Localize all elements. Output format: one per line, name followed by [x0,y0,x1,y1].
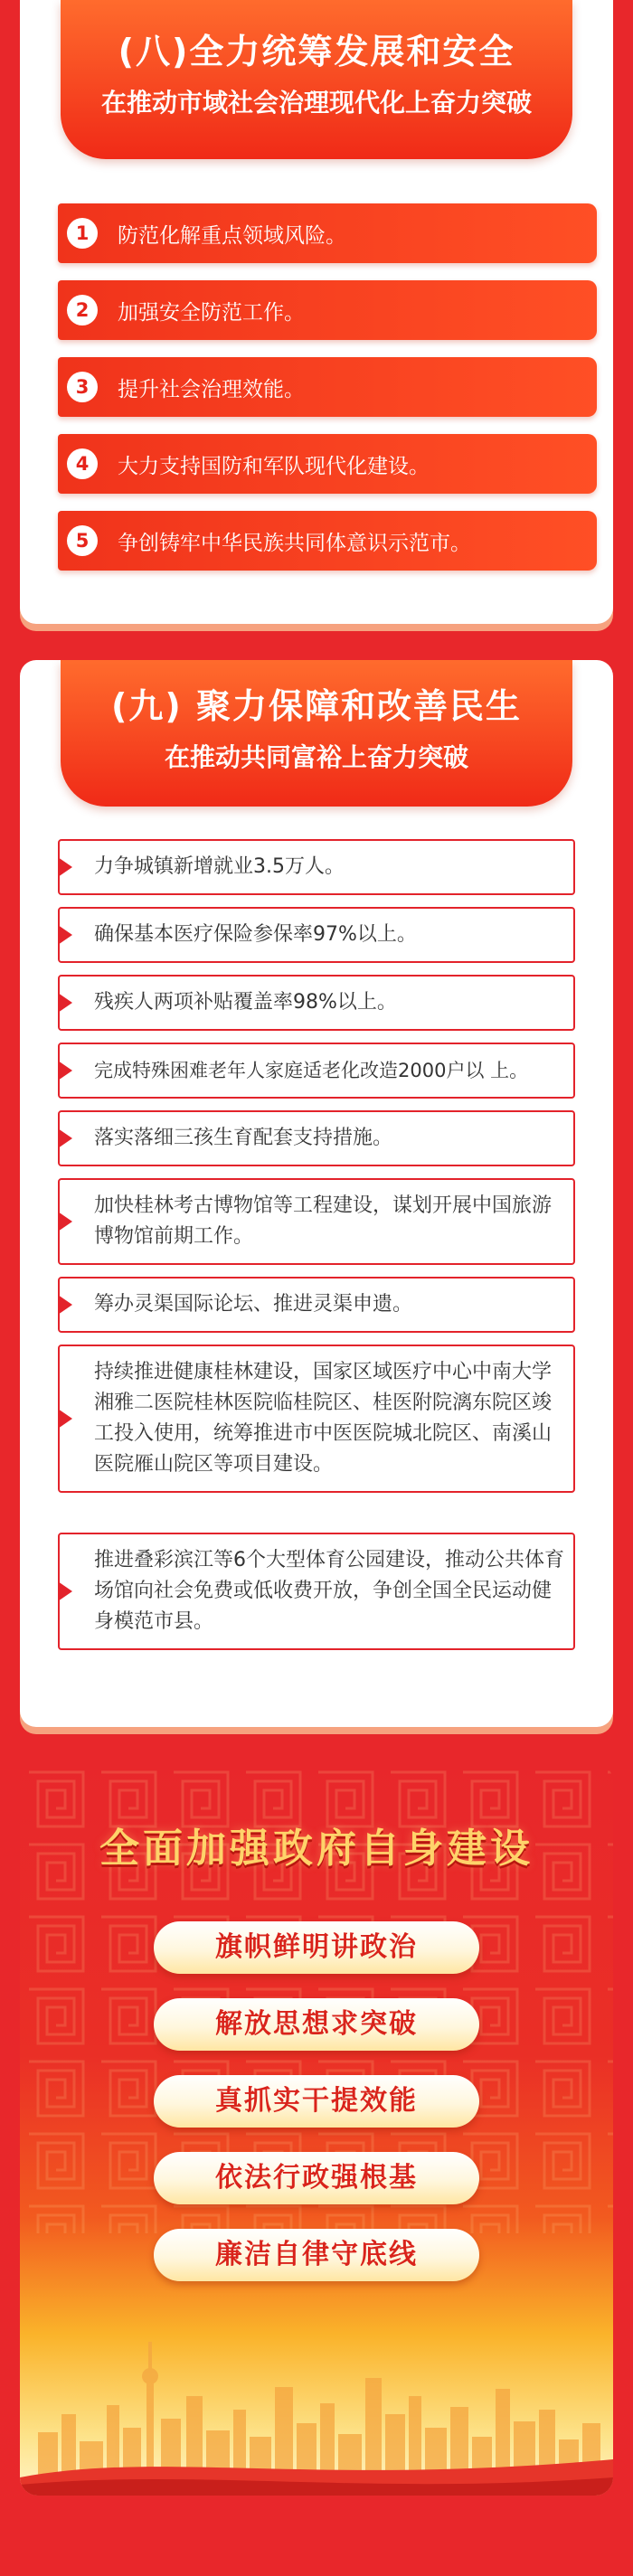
list-item [58,357,597,417]
list-item-text: 争创铸牢中华民族共同体意识示范市。 [118,531,471,555]
list-item-text: 筹办灵渠国际论坛、推进灵渠申遗。 [94,1293,413,1316]
list-item-text: 落实落细三孩生育配套支持措施。 [94,1127,393,1149]
list-item [58,1345,575,1493]
section-8-title: (八)全力统筹发展和安全 [118,32,515,71]
list-item-text: 持续推进健康桂林建设，国家区域医疗中心中南大学湘雅二医院桂林医院临桂院区、桂医附院漓东院区竣工投入使用，统筹推进市中医医院城北院区、南溪山医院雁山院区等项目建设。 [94,1361,553,1476]
number-badge: 2 [67,295,98,326]
principle-pill: 解放思想求突破 [154,1998,479,2051]
list-item-text: 力争城镇新增就业3.5万人。 [94,855,345,878]
number-badge: 3 [67,372,98,402]
section-9-card [20,660,613,1727]
list-item [58,203,597,263]
city-skyline-illustration [20,2324,613,2496]
number-badge: 4 [67,448,98,479]
list-item [58,511,597,571]
list-item-text: 推进叠彩滨江等6个大型体育公园建设，推动公共体育场馆向社会免费或低收费开放，争创全国全民运动健身模范市县。 [94,1549,564,1633]
list-item [58,434,597,494]
list-item [58,907,575,963]
principle-pill: 廉洁自律守底线 [154,2229,479,2281]
principle-pill: 依法行政强根基 [154,2152,479,2204]
section-8-subtitle: 在推动市域社会治理现代化上奋力突破 [100,88,532,118]
list-item [58,839,575,895]
government-section [20,1763,613,2496]
list-item-text: 加快桂林考古博物馆等工程建设，谋划开展中国旅游博物馆前期工作。 [94,1194,553,1248]
list-item [58,1277,575,1333]
government-title: 全面加强政府自身建设 [99,1826,534,1872]
number-badge: 5 [67,525,98,556]
principle-pill: 真抓实干提效能 [154,2075,479,2128]
list-item [58,1043,575,1099]
list-item [58,1110,575,1166]
list-item-text: 防范化解重点领域风险。 [118,223,346,248]
list-item [58,975,575,1031]
list-item-text: 加强安全防范工作。 [118,300,305,325]
section-9-title: (九) 聚力保障和改善民生 [111,686,522,726]
section-9-subtitle: 在推动共同富裕上奋力突破 [164,742,468,772]
section-8-list [58,203,597,588]
list-item-text: 提升社会治理效能。 [118,377,305,401]
list-item-text: 大力支持国防和军队现代化建设。 [118,454,430,478]
section-8-card [20,0,613,624]
list-item-text: 完成特殊困难老年人家庭适老化改造2000户以 上。 [94,1060,529,1081]
number-badge: 1 [67,218,98,249]
list-item [58,1533,575,1650]
principle-pill: 旗帜鲜明讲政治 [154,1921,479,1974]
list-item [58,1178,575,1265]
list-item-text: 确保基本医疗保险参保率97%以上。 [94,923,417,946]
list-item-text: 残疾人两项补贴覆盖率98%以上。 [94,991,397,1014]
section-9-banner [61,660,572,807]
list-item [58,280,597,340]
section-8-banner [61,0,572,159]
